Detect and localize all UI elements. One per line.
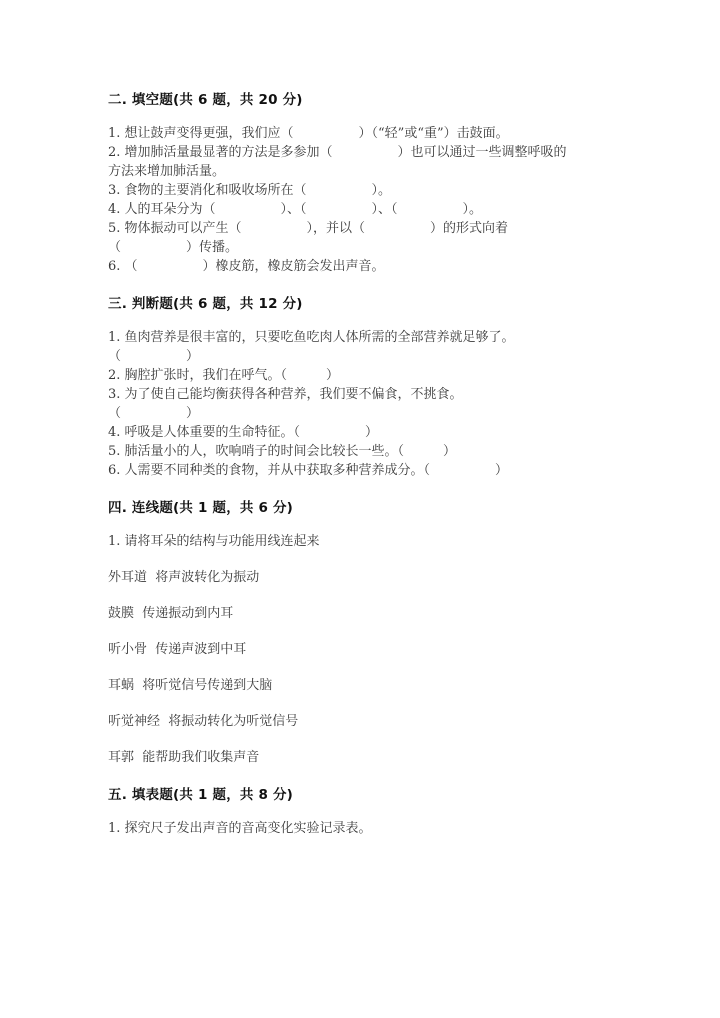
question-line: 1. 鱼肉营养是很丰富的，只要吃鱼吃肉人体所需的全部营养就足够了。 xyxy=(108,330,515,345)
section-heading-table-fill: 五. 填表题(共 1 题，共 8 分) xyxy=(108,787,294,803)
question-line: 4. 呼吸是人体重要的生命特征。（ ） xyxy=(108,425,379,440)
matching-item: 外耳道 将声波转化为振动 xyxy=(108,570,260,585)
matching-item: 听觉神经 将振动转化为听觉信号 xyxy=(108,714,299,729)
question-line: 3. 食物的主要消化和吸收场所在（ ）。 xyxy=(108,183,392,198)
question-line: 2. 胸腔扩张时，我们在呼气。（ ） xyxy=(108,368,340,383)
section-heading-matching: 四. 连线题(共 1 题，共 6 分) xyxy=(108,500,294,516)
question-line: 5. 物体振动可以产生（ ），并以（ ）的形式向着 xyxy=(108,221,509,236)
matching-item: 鼓膜 传递振动到内耳 xyxy=(108,606,234,621)
section-heading-true-false: 三. 判断题(共 6 题，共 12 分) xyxy=(108,296,303,312)
section-heading-fill-blank: 二. 填空题(共 6 题，共 20 分) xyxy=(108,92,303,108)
question-line: 2. 增加肺活量最显著的方法是多参加（ ）也可以通过一些调整呼吸的 xyxy=(108,145,567,160)
question-line: （ ）传播。 xyxy=(108,240,239,255)
matching-item: 听小骨 传递声波到中耳 xyxy=(108,642,247,657)
question-line: 1. 探究尺子发出声音的音高变化实验记录表。 xyxy=(108,821,372,836)
question-line: 6. 人需要不同种类的食物，并从中获取多种营养成分。（ ） xyxy=(108,463,509,478)
question-line: （ ） xyxy=(108,349,200,364)
matching-item: 耳蜗 将听觉信号传递到大脑 xyxy=(108,678,273,693)
matching-item: 耳郭 能帮助我们收集声音 xyxy=(108,750,260,765)
question-line: 1. 请将耳朵的结构与功能用线连起来 xyxy=(108,534,320,549)
question-line: 5. 肺活量小的人，吹响哨子的时间会比较长一些。（ ） xyxy=(108,444,457,459)
question-line: 6. （ ）橡皮筋，橡皮筋会发出声音。 xyxy=(108,259,385,274)
question-line: （ ） xyxy=(108,406,200,421)
question-line: 3. 为了使自己能均衡获得各种营养，我们要不偏食，不挑食。 xyxy=(108,387,463,402)
question-line: 方法来增加肺活量。 xyxy=(108,164,226,179)
question-line: 4. 人的耳朵分为（ ）、（ ）、（ ）。 xyxy=(108,202,483,217)
question-line: 1. 想让鼓声变得更强，我们应（ ）（“轻”或“重”）击鼓面。 xyxy=(108,126,509,141)
